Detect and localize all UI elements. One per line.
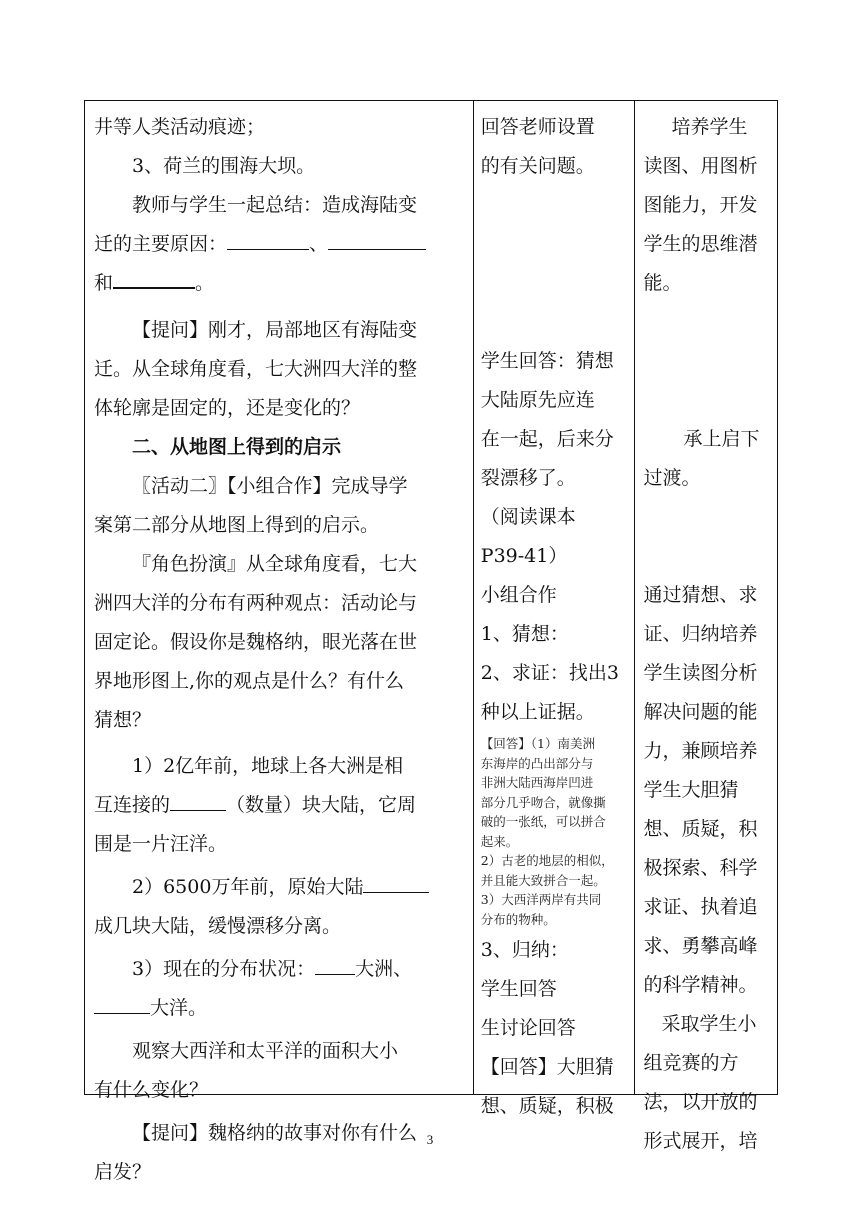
text-line: 过渡。 — [643, 467, 701, 489]
text-line: 成几块大陆，缓慢漂移分离。 — [94, 915, 342, 937]
text-line: 解决问题的能 — [643, 701, 758, 723]
text-line: 的有关问题。 — [480, 155, 595, 177]
fill-blank[interactable] — [170, 790, 226, 811]
note-line: 起来。 — [480, 833, 519, 849]
text-line: 回答老师设置 — [480, 116, 595, 138]
text-line: 法，以开放的 — [643, 1091, 758, 1113]
text-line: 3、荷兰的围海大坝。 — [132, 155, 316, 177]
text-line: 生讨论回答 — [480, 1017, 576, 1039]
note-line: 部分几乎吻合，就像撕 — [480, 794, 606, 810]
text-line: 大洋。 — [94, 989, 465, 1028]
text-line: 『角色扮演』从全球角度看，七大 — [132, 553, 418, 575]
fill-blank[interactable] — [363, 872, 429, 893]
note-line: 分布的物种。 — [480, 911, 556, 927]
text-line: 和 。 — [94, 264, 465, 303]
fill-blank[interactable] — [315, 954, 355, 975]
text-line: 3）现在的分布状况： 大洲、 — [94, 950, 465, 989]
text-line: 裂漂移了。 — [480, 467, 576, 489]
text-line: 大陆原先应连 — [480, 389, 595, 411]
lesson-plan-table — [84, 100, 778, 1183]
text-line: 【回答】大胆猜 — [480, 1056, 614, 1078]
text-line: 1）2亿年前，地球上各大洲是相 — [132, 755, 404, 777]
text-line: 〖活动二〗【小组合作】完成导学 — [132, 475, 408, 497]
text-line: 3、归纳： — [480, 939, 569, 961]
text-line: 学生回答 — [480, 978, 557, 1000]
text-line: 固定论。假设你是魏格纳，眼光落在世 — [94, 631, 418, 653]
text-line: 观察大西洋和太平洋的面积大小 — [132, 1040, 399, 1062]
note-line: 东海岸的凸出部分与 — [480, 755, 594, 771]
text-line: 通过猜想、求 — [643, 584, 758, 606]
text-line: 学生的思维潜 — [643, 233, 758, 255]
text-line: 学生读图分析 — [643, 662, 758, 684]
text-line: 种以上证据。 — [480, 701, 595, 723]
text-line: 读图、用图析 — [643, 155, 758, 177]
text-line: 想、质疑，积 — [643, 818, 758, 840]
text-line: 在一起，后来分 — [480, 428, 614, 450]
fill-blank[interactable] — [328, 229, 426, 250]
text-line: 培养学生 — [671, 116, 748, 138]
teacher-activity-column — [85, 101, 474, 1183]
fill-blank[interactable] — [227, 229, 309, 250]
text-line: 图能力，开发 — [643, 194, 758, 216]
text-line: 极探索、科学 — [643, 857, 758, 879]
note-line: 并且能大致拼合一起。 — [480, 872, 606, 888]
note-line: 非洲大陆西海岸凹进 — [480, 775, 594, 790]
note-line: 破的一张纸，可以拼合 — [480, 814, 606, 829]
table-row — [85, 101, 778, 1095]
text-line: 小组合作 — [480, 584, 557, 606]
text-line: 承上启下 — [683, 428, 760, 450]
text-line: P39-41） — [480, 545, 568, 567]
page-number: 3 — [426, 1132, 434, 1147]
text-line: 组竞赛的方 — [643, 1052, 739, 1074]
text-line: 迁。从全球角度看，七大洲四大洋的整 — [94, 358, 418, 380]
text-line: 1、猜想： — [480, 623, 569, 645]
text-line: 想、质疑，积极 — [480, 1095, 614, 1117]
text-line: 教师与学生一起总结：造成海陆变 — [132, 194, 418, 216]
text-line: 互连接的 （数量）块大陆，它周 — [94, 786, 465, 825]
text-line: 井等人类活动痕迹； — [94, 116, 266, 138]
text-line: 【提问】魏格纳的故事对你有什么 — [132, 1122, 418, 1144]
text-line: 证、归纳培养 — [643, 623, 758, 645]
fill-blank[interactable] — [113, 267, 195, 289]
text-line: 采取学生小 — [661, 1013, 757, 1035]
design-intent-column — [635, 101, 778, 1152]
text-line: 2、求证：找出3 — [480, 662, 619, 684]
text-line: 形式展开，培 — [643, 1130, 758, 1152]
text-line: 有什么变化？ — [94, 1079, 209, 1101]
text-line: 学生大胆猜 — [643, 779, 739, 801]
text-line: 界地形图上,你的观点是什么？有什么 — [94, 670, 405, 692]
text-line: 求、勇攀高峰 — [643, 935, 758, 957]
note-line: 2）古老的地层的相似， — [480, 853, 614, 868]
text-line: 2）6500万年前，原始大陆 — [94, 868, 465, 907]
answer-note — [481, 734, 629, 929]
text-line: 能。 — [643, 272, 682, 294]
section-heading: 二、从地图上得到的启示 — [132, 436, 342, 458]
fill-blank[interactable] — [94, 993, 150, 1014]
text-line: 围是一片汪洋。 — [94, 833, 228, 855]
text-line: 求证、执着追 — [643, 896, 758, 918]
text-line: 迁的主要原因： 、 — [94, 225, 465, 264]
text-line: 力，兼顾培养 — [643, 740, 758, 762]
text-line: 洲四大洋的分布有两种观点：活动论与 — [94, 592, 418, 614]
text-line: 启发？ — [94, 1161, 152, 1183]
text-line: 体轮廓是固定的，还是变化的？ — [94, 397, 361, 419]
student-activity-column — [473, 101, 635, 1117]
text-line: 的科学精神。 — [643, 974, 758, 996]
text-line: 学生回答：猜想 — [480, 350, 614, 372]
note-line: 3）大西洋两岸有共同 — [480, 892, 602, 907]
text-line: （阅读课本 — [480, 506, 576, 528]
text-line: 案第二部分从地图上得到的启示。 — [94, 514, 380, 536]
text-line: 猜想？ — [94, 709, 152, 731]
text-line: 【提问】刚才，局部地区有海陆变 — [132, 319, 418, 341]
note-line: 【回答】（1）南美洲 — [480, 736, 595, 751]
